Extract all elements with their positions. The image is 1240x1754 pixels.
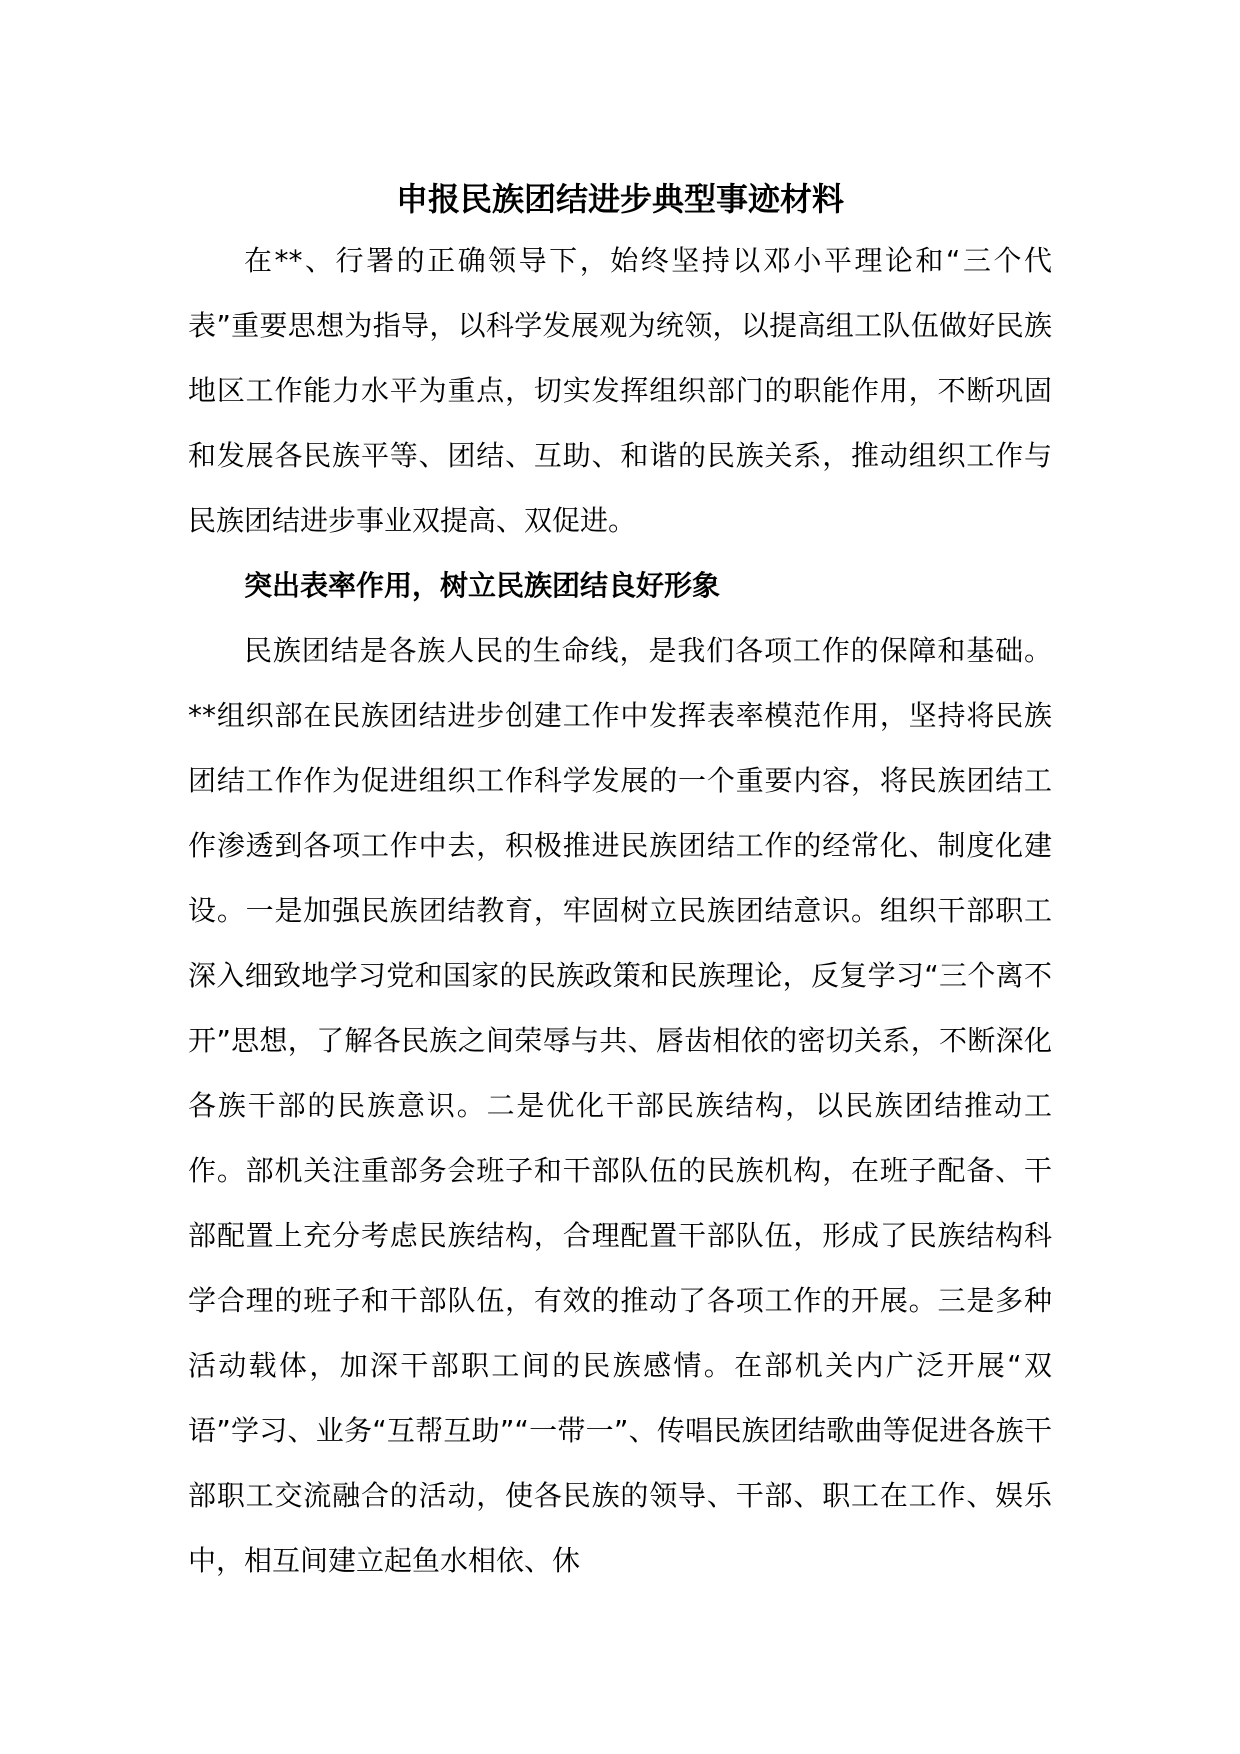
document-page (188, 170, 1052, 1593)
intro-paragraph: 在**、行署的正确领导下，始终坚持以邓小平理论和“三个代表”重要思想为指导，以科学发展观为统领，以提高组工队伍做好民族地区工作能力水平为重点，切实发挥组织部门的职能作用，不断巩固和发展各民族平等、团结、互助、和谐的民族关系，推动组织工作与民族团结进步事业双提高、双促进。 (188, 244, 1052, 537)
body-paragraph: 民族团结是各族人民的生命线，是我们各项工作的保障和基础。**组织部在民族团结进步创建工作中发挥表率模范作用，坚持将民族团结工作作为促进组织工作科学发展的一个重要内容，将民族团结工作渗透到各项工作中去，积极推进民族团结工作的经常化、制度化建设。一是加强民族团结教育，牢固树立民族团结意识。组织干部职工深入细致地学习党和国家的民族政策和民族理论，反复学习“三个离不开”思想，了解各民族之间荣辱与共、唇齿相依的密切关系，不断深化各族干部的民族意识。二是优化干部民族结构，以民族团结推动工作。部机关注重部务会班子和干部队伍的民族机构，在班子配备、干部配置上充分考虑民族结构，合理配置干部队伍，形成了民族结构科学合理的班子和干部队伍，有效的推动了各项工作的开展。三是多种活动载体，加深干部职工间的民族感情。在部机关内广泛开展“双语”学习、业务“互帮互助”“一带一”、传唱民族团结歌曲等促进各族干部职工交流融合的活动，使各民族的领导、干部、职工在工作、娱乐中，相互间建立起鱼水相依、休 (188, 634, 1052, 1577)
document-title: 申报民族团结进步典型事迹材料 (395, 180, 844, 218)
section-heading: 突出表率作用，树立民族团结良好形象 (244, 569, 721, 602)
